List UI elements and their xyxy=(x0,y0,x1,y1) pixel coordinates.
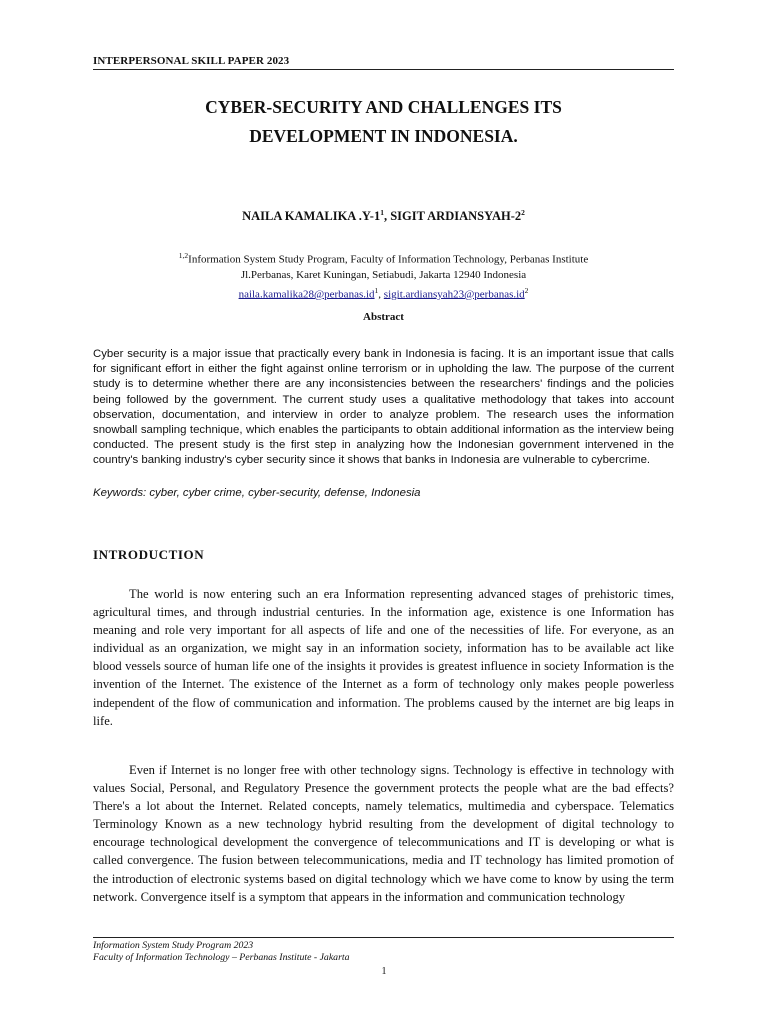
affiliation-emails xyxy=(93,283,674,303)
running-header: INTERPERSONAL SKILL PAPER 2023 xyxy=(93,55,674,70)
author-superscript-1: 1 xyxy=(380,208,384,217)
abstract-heading: Abstract xyxy=(363,311,404,323)
affiliation-institution: Information System Study Program, Faculty of Information Technology, Perbanas Institute xyxy=(188,253,589,266)
page-number: 1 xyxy=(381,966,387,977)
abstract-text: Cyber security is a major issue that practically every bank in Indonesia is facing. It is an important issue that calls for significant effort in either the fight against online terrorism or in upholding the law. The purpose of the current study is to determine whether there are any inconsistencies between the researchers' findings and the policies being followed by the government. The current study uses a qualitative methodology that takes into account observation, documentation, and interview in order to analyze problem. The research uses the information snowball sampling technique, which enables the participants to obtain additional information as the interview being conducted. The present study is the first step in analyzing how the Indonesian government intervened in the country's banking industry's cyber security since it shows that banks in Indonesia are vulnerable to cybercrime. xyxy=(93,348,674,467)
email-link-2[interactable]: sigit.ardiansyah23@perbanas.id xyxy=(383,288,525,301)
paper-title-line-2: DEVELOPMENT IN INDONESIA. xyxy=(249,126,518,146)
footer-divider xyxy=(93,937,674,938)
footer-line-2: Faculty of Information Technology – Perbanas Institute - Jakarta xyxy=(93,952,350,963)
author-list xyxy=(93,208,674,224)
affiliation-address: Jl.Perbanas, Karet Kuningan, Setiabudi, Jakarta 12940 Indonesia xyxy=(240,268,527,281)
page-footer xyxy=(93,940,674,964)
paper-title-line-1: CYBER-SECURITY AND CHALLENGES ITS xyxy=(205,97,562,117)
affiliation-block xyxy=(93,248,674,302)
affiliation-line-1 xyxy=(93,248,674,268)
affiliation-superscript: 1,2 xyxy=(178,251,189,260)
author-superscript-2: 2 xyxy=(521,208,525,217)
body-paragraph-1: The world is now entering such an era Information representing advanced stages of prehistoric times, agricultural times, and through industrial centuries. In the information age, existence is one Information has meaning and role very important for all aspects of life and one of the necessities of life. For everyone, as an individual as an organization, we might say in an information society, information has to be available act like blood vessels source of human life one of the insights it provides is greatest influence in society Information is the invention of the Internet. The existence of the Internet as a form of technology only makes people powerless independent of the flow of communication and information. The problems caused by the internet are big leaps in life. xyxy=(93,587,674,728)
email-superscript-1: 1 xyxy=(374,285,379,295)
section-heading-introduction: INTRODUCTION xyxy=(93,547,205,562)
email-superscript-2: 2 xyxy=(524,285,529,295)
author-separator: , xyxy=(383,209,391,224)
email-separator: , xyxy=(378,288,384,301)
footer-line-1: Information System Study Program 2023 xyxy=(93,940,254,951)
email-link-1[interactable]: naila.kamalika28@perbanas.id xyxy=(238,288,375,301)
author-name-1: NAILA KAMALIKA .Y-1 xyxy=(242,209,381,224)
body-paragraph-2: Even if Internet is no longer free with other technology signs. Technology is effective in technology with values Social, Personal, and Regulatory Presence the government protects the people what are the bad effects? There's a lot about the Internet. Related concepts, namely telematics, multimedia and cyberspace. Telematics Terminology Known as a new technology hybrid resulting from the development of digital technology to encourage technological development the convergence of telecommunications and IT is developing or what is called convergence. The fusion between telecommunications, media and IT technology has limited promotion of the introduction of electronic systems based on digital technology which we have come to know by using the term network. Convergence itself is a symptom that appears in the information and communication technology xyxy=(93,763,674,904)
author-name-2: SIGIT ARDIANSYAH-2 xyxy=(390,209,522,224)
keywords-line: Keywords: cyber, cyber crime, cyber-security, defense, Indonesia xyxy=(93,487,421,499)
paper-title xyxy=(93,93,674,151)
